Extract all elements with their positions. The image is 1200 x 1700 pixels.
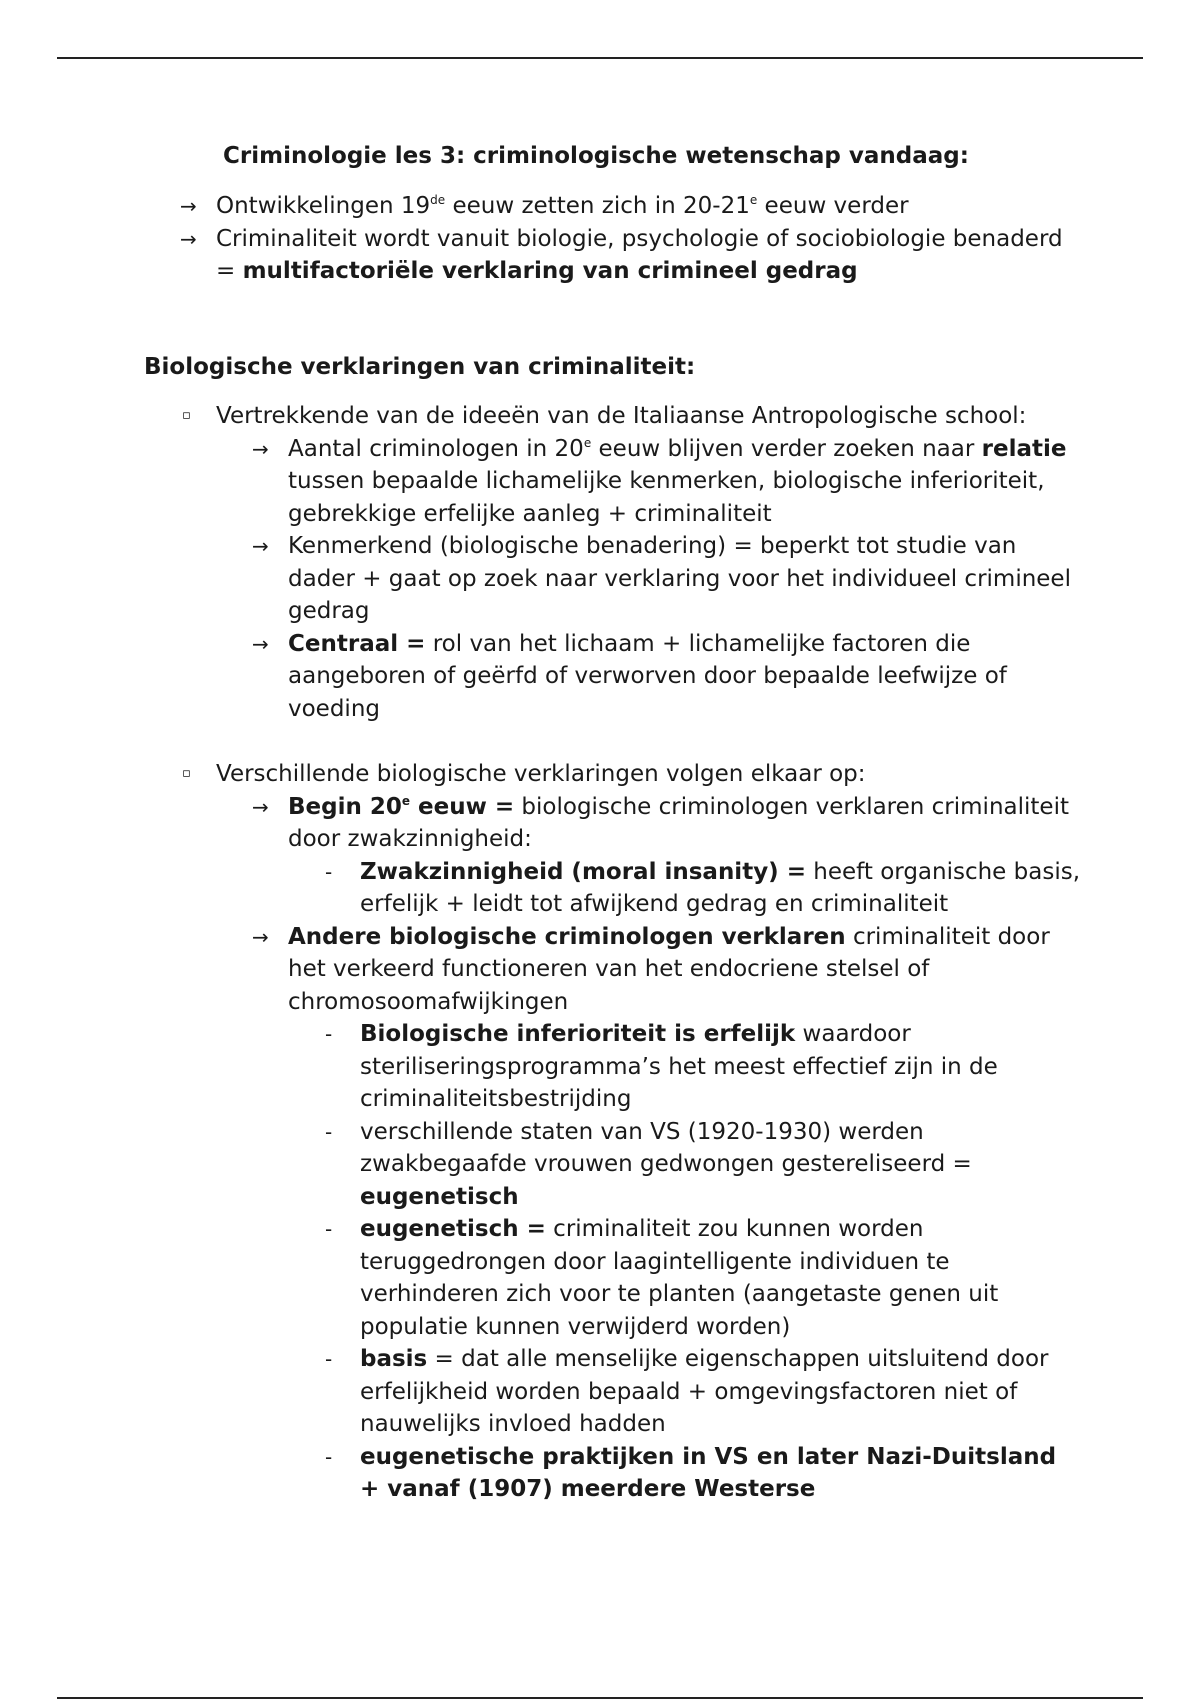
main-content [180, 400, 1080, 1506]
dash-bullet-icon: - [325, 1444, 333, 1469]
arrow-icon: → [252, 436, 269, 461]
list-item: - eugenetische praktijken in VS en later Nazi-Duitsland + vanaf (1907) meerdere Westerse [180, 1441, 1080, 1506]
arrow-icon: → [180, 194, 197, 218]
list-item: → Ontwikkelingen 19de eeuw zetten zich in 20-21e eeuw verder [180, 190, 1080, 223]
dash-bullet-icon: - [325, 859, 333, 884]
arrow-icon: → [180, 226, 197, 251]
spacer [180, 725, 1080, 758]
list-item: ▫ Vertrekkende van de ideeën van de Italiaanse Antropologische school: [180, 400, 1080, 433]
list-item: → Begin 20e eeuw = biologische criminologen verklaren criminaliteit door zwakzinnigheid: [180, 791, 1080, 856]
list-item: - Zwakzinnigheid (moral insanity) = heeft organische basis, erfelijk + leidt tot afwijkend gedrag en criminaliteit [180, 856, 1080, 921]
list-item: - verschillende staten van VS (1920-1930) werden zwakbegaafde vrouwen gedwongen gestereliseerd = eugenetisch [180, 1116, 1080, 1214]
arrow-icon: → [252, 534, 269, 558]
square-bullet-icon: ▫ [182, 408, 191, 423]
dash-bullet-icon: - [325, 1119, 333, 1144]
list-item: → Criminaliteit wordt vanuit biologie, psychologie of sociobiologie benaderd = multifactoriële verklaring van crimineel gedrag [180, 223, 1080, 288]
arrow-icon: → [252, 924, 269, 949]
list-item: - Biologische inferioriteit is erfelijk waardoor steriliseringsprogramma’s het meest effectief zijn in de criminaliteitsbestrijding [180, 1018, 1080, 1116]
list-item: ▫ Verschillende biologische verklaringen volgen elkaar op: [180, 758, 1080, 791]
intro-list [180, 190, 1080, 288]
list-item: - eugenetisch = criminaliteit zou kunnen worden teruggedrongen door laagintelligente individuen te verhinderen zich voor te planten (aangetaste genen uit populatie kunnen verwijderd worden) [180, 1213, 1080, 1343]
section-heading: Biologische verklaringen van criminaliteit: [144, 354, 696, 380]
page-title: Criminologie les 3: criminologische wetenschap vandaag: [223, 143, 969, 169]
arrow-icon: → [252, 794, 269, 819]
list-item: → Centraal = rol van het lichaam + lichamelijke factoren die aangeboren of geërfd of verworven door bepaalde leefwijze of voeding [180, 628, 1080, 726]
list-item: → Andere biologische criminologen verklaren criminaliteit door het verkeerd functioneren van het endocriene stelsel of chromosoomafwijkingen [180, 921, 1080, 1019]
dash-bullet-icon: - [325, 1347, 333, 1371]
list-item: → Kenmerkend (biologische benadering) = beperkt tot studie van dader + gaat op zoek naar verklaring voor het individueel crimineel gedrag [180, 530, 1080, 628]
dash-bullet-icon: - [325, 1022, 333, 1046]
bullet-list [180, 400, 1080, 1506]
dash-bullet-icon: - [325, 1217, 333, 1241]
footer-rule [57, 1697, 1143, 1699]
arrow-icon: → [252, 631, 269, 656]
list-item: → Aantal criminologen in 20e eeuw blijven verder zoeken naar relatie tussen bepaalde lichamelijke kenmerken, biologische inferioriteit, gebrekkige erfelijke aanleg + criminaliteit [180, 433, 1080, 531]
square-bullet-icon: ▫ [182, 766, 191, 781]
header-rule [57, 57, 1143, 59]
list-item: - basis = dat alle menselijke eigenschappen uitsluitend door erfelijkheid worden bepaald + omgevingsfactoren niet of nauwelijks invloed hadden [180, 1343, 1080, 1441]
